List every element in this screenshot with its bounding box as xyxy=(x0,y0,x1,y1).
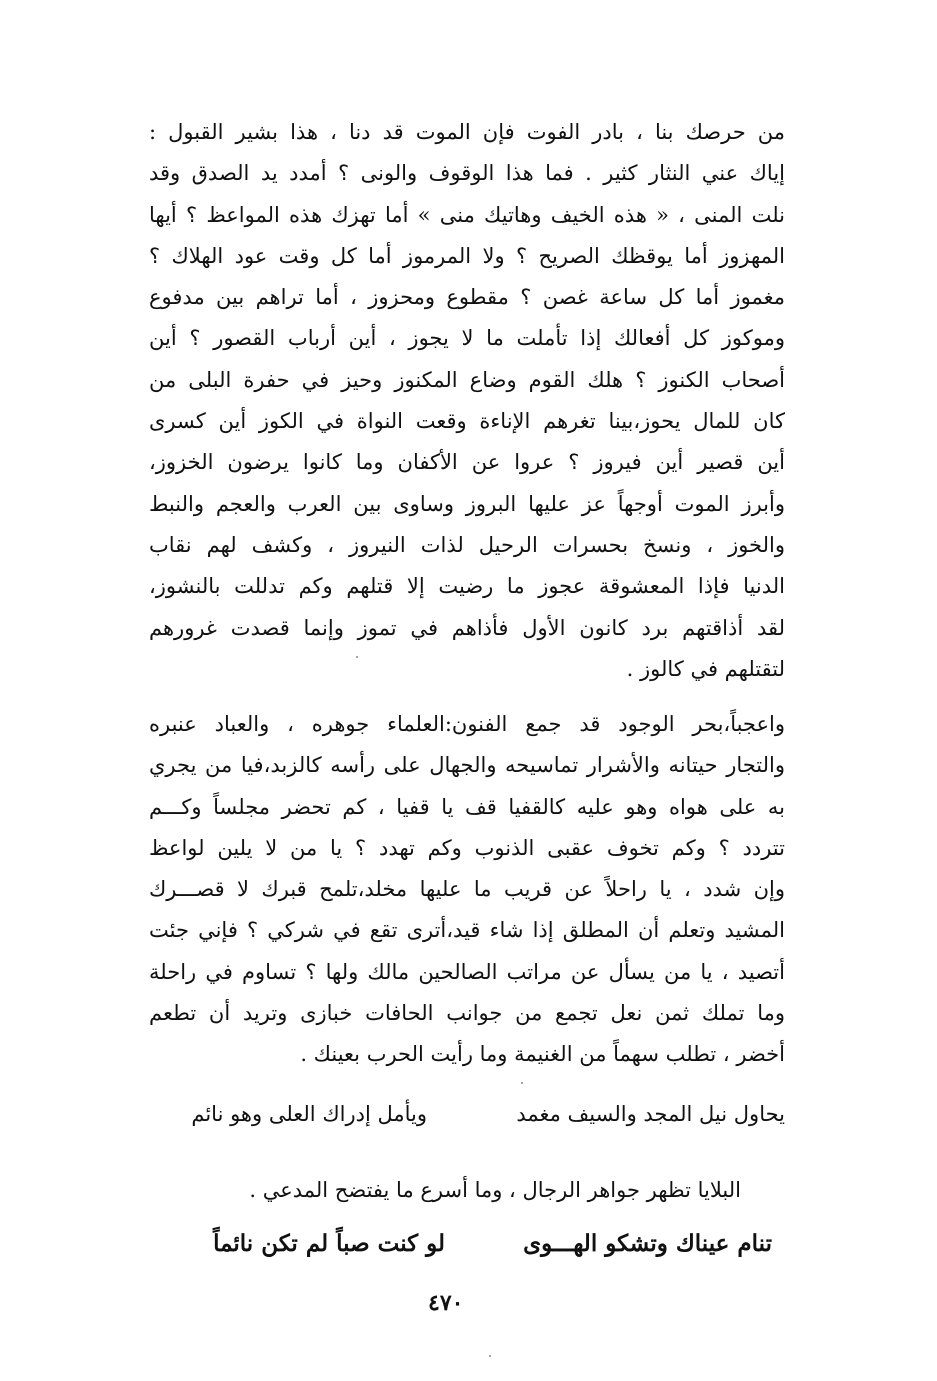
text-line: أخضر ، تطلب سهماً من الغنيمة وما رأيت الحرب بعينك . xyxy=(300,1042,785,1067)
verse-2-second-hemistich: لو كنت صباً لم تكن نائماً xyxy=(213,1230,445,1257)
text-line: لتقتلهم في كالوز . xyxy=(626,656,785,681)
text-line: نلت المنى ، « هذه الخيف وهاتيك منى » أما تهزك هذه المواعظ ؟ أيها xyxy=(149,202,785,227)
paragraph-2 xyxy=(149,704,785,1076)
scan-speck xyxy=(356,656,358,658)
text-line: وإن شدد ، يا راحلاً عن قريب ما عليها مخلد،تلمح قبرك لا قصـــرك xyxy=(149,877,785,902)
verse-1-first-hemistich: يحاول نيل المجد والسيف مغمد xyxy=(516,1102,785,1126)
scan-speck xyxy=(521,1082,523,1084)
text-line: أصحاب الكنوز ؟ هلك القوم وضاع المكنوز وحيز في حفرة البلى من xyxy=(149,367,785,392)
text-line: وما تملك ثمن نعل تجمع من جوانب الحافات خبازى وتريد أن تطعم xyxy=(149,1001,785,1026)
verse-1-second-hemistich: ويأمل إدراك العلى وهو نائم xyxy=(191,1102,427,1126)
text-line: من حرصك بنا ، بادر الفوت فإن الموت قد دنا ، هذا بشير القبول : xyxy=(149,120,785,144)
text-line: به على هواه وهو عليه كالقفيا قف يا قفيا ، كم تحضر مجلساً وكـــم xyxy=(149,794,785,819)
text-line: المشيد وتعلم أن المطلق إذا شاء قيد،أترى تقع في شركي ؟ فإني جئت xyxy=(149,918,785,943)
text-line: وموكوز كل أفعالك إذا تأملت ما لا يجوز ، أين أرباب القصور ؟ أين xyxy=(149,326,785,351)
text-line: أتصيد ، يا من يسأل عن مراتب الصالحين مالك ولها ؟ تساوم في راحلة xyxy=(149,959,785,984)
page-number: ٤٧٠ xyxy=(428,1290,464,1316)
verse-2-first-hemistich: تنام عيناك وتشكو الهـــوى xyxy=(523,1230,772,1257)
text-line: وأبرز الموت أوجهاً عز عليها البروز وساوى بين العرب والعجم والنبط xyxy=(149,491,785,516)
text-line: تتردد ؟ وكم تخوف عقبى الذنوب وكم تهدد ؟ يا من لا يلين لواعظ xyxy=(149,835,785,860)
text-line: والتجار حيتانه والأشرار تماسيحه والجهال على رأسه كالزبد،فيا من يجري xyxy=(149,753,785,778)
text-line: لقد أذاقتهم برد كانون الأول فأذاهم في تموز وإنما قصدت غرورهم xyxy=(149,615,785,640)
text-line: والخوز ، ونسخ بحسرات الرحيل لذات النيروز ، وكشف لهم نقاب xyxy=(149,532,785,557)
paragraph-1 xyxy=(149,112,785,690)
text-line: أين قصير أين فيروز ؟ عروا عن الأكفان وما كانوا يرضون الخزوز، xyxy=(149,450,785,475)
text-line: كان للمال يحوز،بينا تغرهم الإناءة وقعت النواة في الكوز أين كسرى xyxy=(149,409,785,434)
text-line: المهزوز أما يوقظك الصريح ؟ ولا المرموز أما كل وقت عود الهلاك ؟ xyxy=(149,243,785,268)
scan-speck xyxy=(489,1355,491,1357)
text-line: إياك عني النثار كثير . فما هذا الوقوف والونى ؟ أمدد يد الصدق وقد xyxy=(149,161,785,186)
text-line: الدنيا فإذا المعشوقة عجوز ما رضيت إلا قتلهم وكم تدللت بالنشوز، xyxy=(149,574,785,599)
text-line: واعجباً،بحر الوجود قد جمع الفنون:العلماء جوهره ، والعباد عنبره xyxy=(149,712,785,736)
text-line: مغموز أما كل ساعة غصن ؟ مقطوع ومحزوز ، أما تراهم بين مدفوع xyxy=(149,285,785,310)
proverb-line: البلايا تظهر جواهر الرجال ، وما أسرع ما يفتضح المدعي . xyxy=(249,1178,741,1202)
